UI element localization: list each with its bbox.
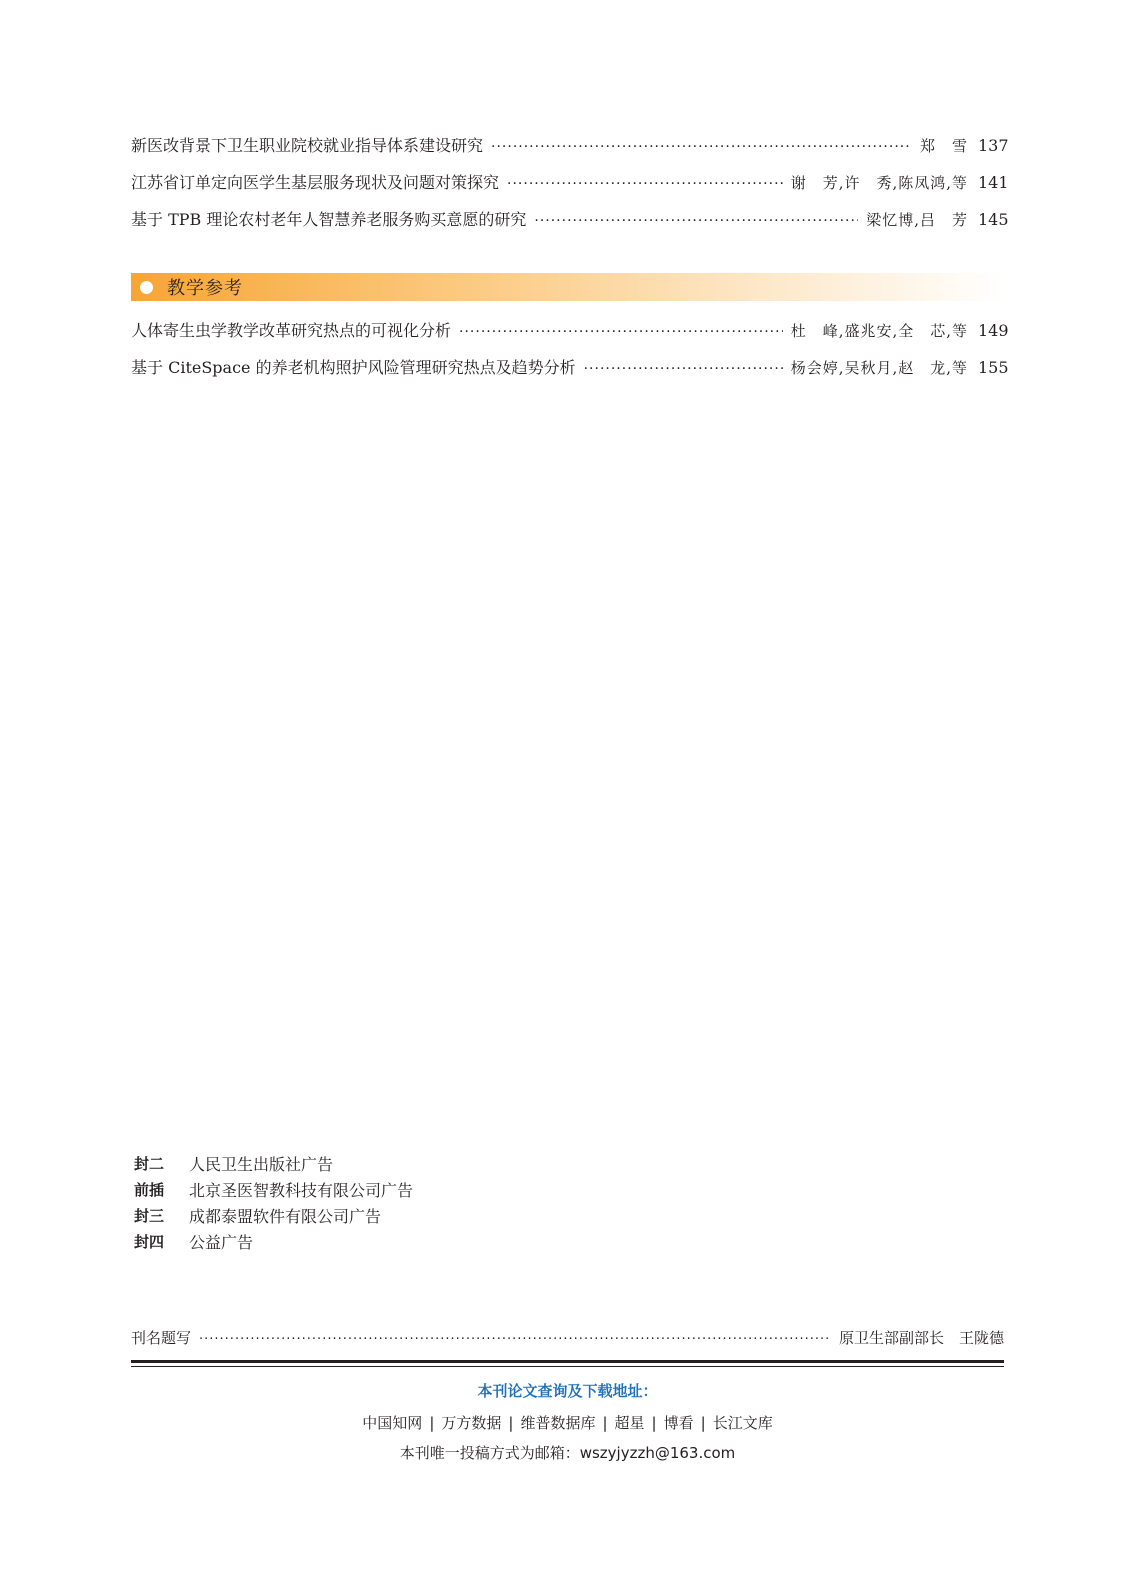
database-link[interactable]: 长江文库 [712, 1414, 773, 1432]
ad-position-label: 封三 [134, 1206, 165, 1225]
toc-entry-authors: 郑 雪 [919, 137, 968, 155]
ad-description: 人民卫生出版社广告 [189, 1154, 334, 1174]
toc-entry-authors: 杨会婷,吴秋月,赵 龙,等 [790, 359, 968, 377]
toc-entry-title: 江苏省订单定向医学生基层服务现状及问题对策探究 [131, 173, 500, 192]
database-link[interactable]: 维普数据库 [520, 1414, 596, 1432]
toc-entry[interactable] [131, 170, 1009, 207]
section-header-bar [131, 273, 1004, 301]
separator: | [508, 1414, 514, 1432]
leader-dots [507, 176, 783, 192]
database-link[interactable]: 中国知网 [362, 1414, 423, 1432]
toc-entry-authors: 梁忆博,吕 芳 [866, 211, 968, 229]
toc-entry[interactable] [131, 207, 1009, 244]
ad-description: 公益广告 [189, 1232, 254, 1252]
toc-entry-page: 141 [978, 173, 1009, 192]
ad-item [134, 1228, 413, 1254]
database-link[interactable]: 博看 [663, 1414, 694, 1432]
ad-position-label: 封四 [134, 1232, 165, 1251]
toc-entry-authors: 谢 芳,许 秀,陈凤鸿,等 [790, 174, 968, 192]
separator: | [651, 1414, 657, 1432]
ad-item [134, 1150, 413, 1176]
separator: | [602, 1414, 608, 1432]
footer-database-list [131, 1412, 1004, 1433]
leader-dots [534, 213, 858, 229]
ad-position-label: 前插 [134, 1180, 165, 1199]
masthead-credit [131, 1327, 1004, 1348]
toc-entry-page: 149 [978, 321, 1009, 340]
divider-thick [131, 1360, 1004, 1363]
toc-entry[interactable] [131, 318, 1009, 355]
leader-dots [584, 361, 783, 377]
database-link[interactable]: 超星 [614, 1414, 645, 1432]
leader-dots [459, 324, 783, 340]
footer-title: 本刊论文查询及下载地址： [477, 1382, 658, 1400]
masthead-credit-name: 原卫生部副部长 王陇德 [838, 1329, 1004, 1347]
toc-entry[interactable] [131, 355, 1009, 392]
toc-entry[interactable] [131, 133, 1009, 170]
toc-top-list [131, 133, 1009, 244]
ad-position-label: 封二 [134, 1154, 165, 1173]
database-link[interactable]: 万方数据 [441, 1414, 502, 1432]
toc-entry-title: 新医改背景下卫生职业院校就业指导体系建设研究 [131, 136, 484, 155]
ad-description: 成都泰盟软件有限公司广告 [189, 1206, 382, 1226]
leader-dots [491, 139, 912, 155]
masthead-label: 刊名题写 [131, 1329, 192, 1347]
section-title: 教学参考 [167, 278, 243, 299]
ad-list [134, 1150, 413, 1254]
leader-dots [199, 1332, 831, 1347]
toc-entry-title: 人体寄生虫学教学改革研究热点的可视化分析 [131, 321, 452, 340]
ad-description: 北京圣医智教科技有限公司广告 [189, 1180, 414, 1200]
toc-entry-title: 基于 CiteSpace 的养老机构照护风险管理研究热点及趋势分析 [131, 358, 576, 377]
toc-section-list [131, 318, 1009, 392]
separator: | [700, 1414, 706, 1432]
toc-entry-title: 基于 TPB 理论农村老年人智慧养老服务购买意愿的研究 [131, 210, 527, 229]
ad-item [134, 1176, 413, 1202]
divider-thin [131, 1366, 1004, 1367]
toc-entry-page: 145 [978, 210, 1009, 229]
bullet-dot-icon [140, 281, 153, 294]
toc-entry-authors: 杜 峰,盛兆安,全 芯,等 [790, 322, 968, 340]
separator: | [429, 1414, 435, 1432]
footer-email-line: 本刊唯一投稿方式为邮箱：wszyjyzzh@163.com [399, 1444, 736, 1462]
toc-entry-page: 155 [978, 358, 1009, 377]
toc-entry-page: 137 [978, 136, 1009, 155]
ad-item [134, 1202, 413, 1228]
